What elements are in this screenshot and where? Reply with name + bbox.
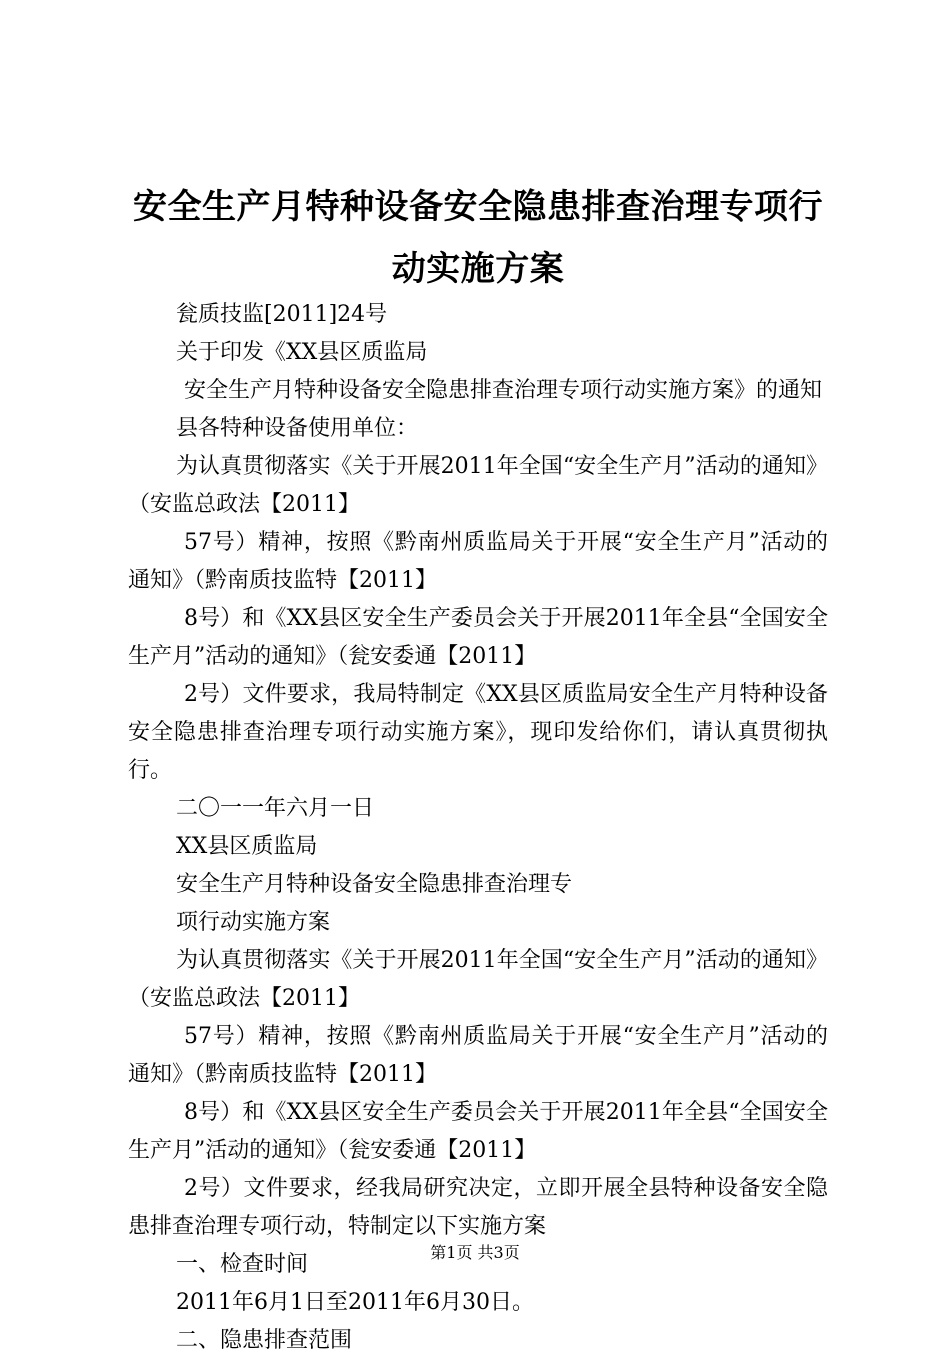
paragraph-recipient: 县各特种设备使用单位： (176, 416, 419, 441)
paragraph-notice-title-2: 安全生产月特种设备安全隐患排查治理专项行动实施方案》的通知 (184, 378, 823, 403)
paragraph-body: 8号）和《XX县区安全生产委员会关于开展2011年全县“全国安全生产月”活动的通知》（瓮安委通【2011】 (128, 606, 828, 669)
paragraph-body: 为认真贯彻落实《关于开展2011年全国“安全生产月”活动的通知》（安监总政法【2011】 (128, 948, 829, 1011)
paragraph-body: 2号）文件要求，我局特制定《XX县区质监局安全生产月特种设备安全隐患排查治理专项行动实施方案》，现印发给你们，请认真贯彻执行。 (128, 682, 828, 783)
section-heading: 二、隐患排查范围 (176, 1328, 353, 1353)
paragraph-body: 57号）精神，按照《黔南州质监局关于开展“安全生产月”活动的通知》（黔南质技监特【2011】 (128, 530, 828, 593)
paragraph-plan-title-1: 安全生产月特种设备安全隐患排查治理专 (176, 872, 573, 897)
document-title: 安全生产月特种设备安全隐患排查治理专项行动实施方案 (133, 187, 823, 289)
paragraph-body: 8号）和《XX县区安全生产委员会关于开展2011年全县“全国安全生产月”活动的通知》（瓮安委通【2011】 (128, 1100, 828, 1163)
paragraph-notice-title-1: 关于印发《XX县区质监局 (176, 340, 428, 365)
paragraph-body: 57号）精神，按照《黔南州质监局关于开展“安全生产月”活动的通知》（黔南质技监特【2011】 (128, 1024, 828, 1087)
section-heading: 一、检查时间 (176, 1252, 309, 1277)
paragraph-body: 2011年6月1日至2011年6月30日。 (176, 1290, 534, 1315)
document-body (128, 296, 828, 1360)
paragraph-date: 二〇一一年六月一日 (176, 796, 375, 821)
paragraph-issuer: XX县区质监局 (176, 834, 318, 859)
paragraph-doc-number: 瓮质技监[2011]24号 (176, 302, 388, 327)
paragraph-body: 2号）文件要求，经我局研究决定，立即开展全县特种设备安全隐患排查治理专项行动，特制定以下实施方案 (128, 1176, 828, 1239)
page-footer: 第1页 共3页 (430, 1243, 520, 1262)
paragraph-body: 为认真贯彻落实《关于开展2011年全国“安全生产月”活动的通知》（安监总政法【2011】 (128, 454, 829, 517)
paragraph-plan-title-2: 项行动实施方案 (176, 910, 331, 935)
